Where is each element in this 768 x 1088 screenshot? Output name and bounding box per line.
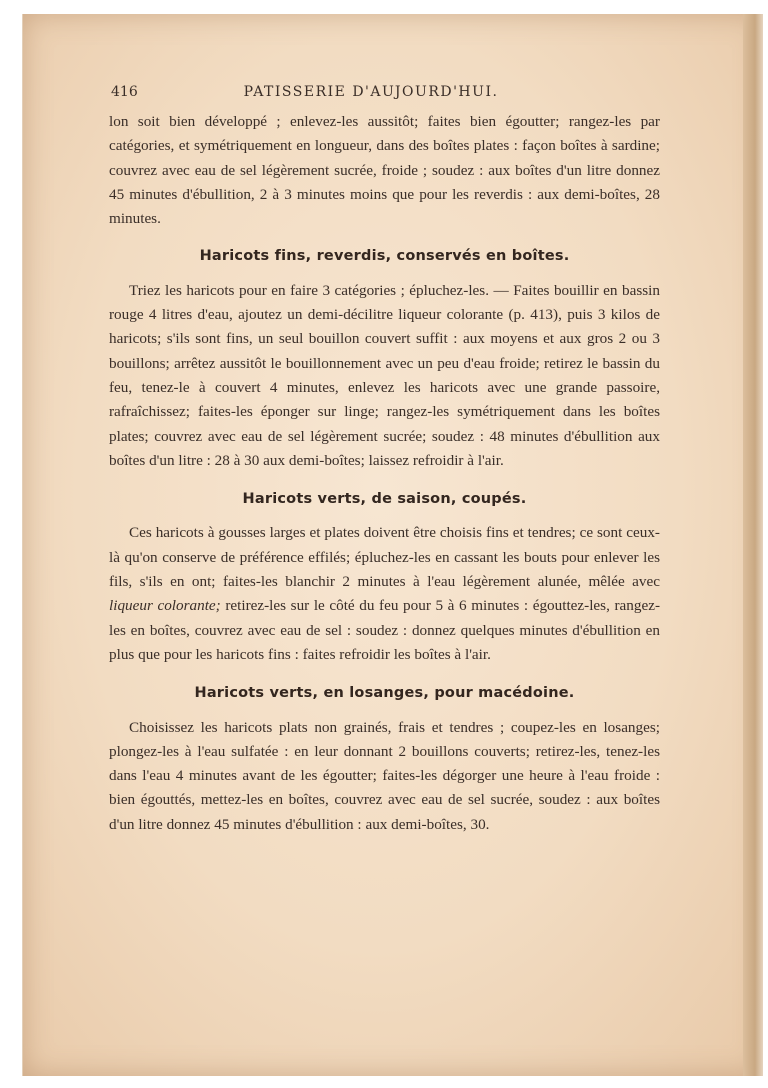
text-run: retirez-les sur le côté du feu pour 5 à 6 minutes : égouttez-les, rangez-les en boîtes, couvrez avec eau de sel : soudez : donnez quelques minutes d'ébullition en plus que pour les haricots fins : faites refroidir les boîtes à l'air. bbox=[109, 597, 661, 663]
italic-term-liqueur-colorante: liqueur colorante; bbox=[109, 597, 221, 615]
continued-paragraph: lon soit bien développé ; enlevez-les aussitôt; faites bien égoutter; rangez-les par catégories, et symétriquement en longueur, dans des boîtes plates : façon boîtes à sardine; couvrez avec eau de sel légèrement sucrée, froide ; soudez : aux boîtes d'un litre donnez 45 minutes d'ébullition, 2 à 3 minutes moins que pour les reverdis : aux demi-boîtes, 28 minutes. bbox=[109, 113, 660, 228]
running-head bbox=[111, 84, 631, 106]
section-heading-haricots-verts-coupes: Haricots verts, de saison, coupés. bbox=[242, 491, 527, 508]
page-gutter-shadow bbox=[743, 14, 763, 1076]
section-text-haricots-verts-coupes bbox=[109, 521, 660, 667]
page-number: 416 bbox=[111, 84, 138, 100]
section-text-haricots-fins: Triez les haricots pour en faire 3 catégories ; épluchez-les. — Faites bouillir en bassin rouge 4 litres d'eau, ajoutez un demi-décilitre liqueur colorante (p. 413), puis 3 kilos de haricots; s'ils sont fins, un seul bouillon couvert suffit : aux moyens et aux gros 2 ou 3 bouillons; arrêtez aussitôt le bouillonnement avec un peu d'eau froide; retirez le bassin du feu, tenez-le à couvert 4 minutes, enlevez les haricots avec une grande passoire, rafraîchissez; faites-les éponger sur linge; rangez-les symétriquement dans les boîtes plates; couvrez avec eau de sel légèrement sucrée; soudez : 48 minutes d'ébullition aux boîtes d'un litre : 28 à 30 aux demi-boîtes; laissez refroidir à l'air. bbox=[109, 281, 660, 469]
section-text-haricots-losanges: Choisissez les haricots plats non grainés, frais et tendres ; coupez-les en losanges; plongez-les à l'eau sulfatée : en leur donnant 2 bouillons couverts; retirez-les, tenez-les dans l'eau 4 minutes avant de les égoutter; faites-les dégorger une heure à l'eau froide : bien égouttés, mettez-les en boîtes, couvrez avec eau de sel sucrée, soudez : aux boîtes d'un litre donnez 45 minutes d'ébullition : aux demi-boîtes, 30. bbox=[109, 718, 660, 833]
section-heading-haricots-fins: Haricots fins, reverdis, conservés en boîtes. bbox=[199, 248, 570, 265]
running-title: PATISSERIE D'AUJOURD'HUI. bbox=[243, 84, 499, 100]
page-body bbox=[109, 110, 660, 837]
section-heading-haricots-losanges: Haricots verts, en losanges, pour macédoine. bbox=[194, 685, 575, 702]
text-run: Ces haricots à gousses larges et plates doivent être choisis fins et tendres; ce sont ceux-là qu'on conserve de préférence effilés; épluchez-les en cassant les bouts pour enlever les fils, s'ils en ont; faites-les blanchir 2 minutes à l'eau légèrement alunée, mêlée avec bbox=[109, 524, 660, 591]
